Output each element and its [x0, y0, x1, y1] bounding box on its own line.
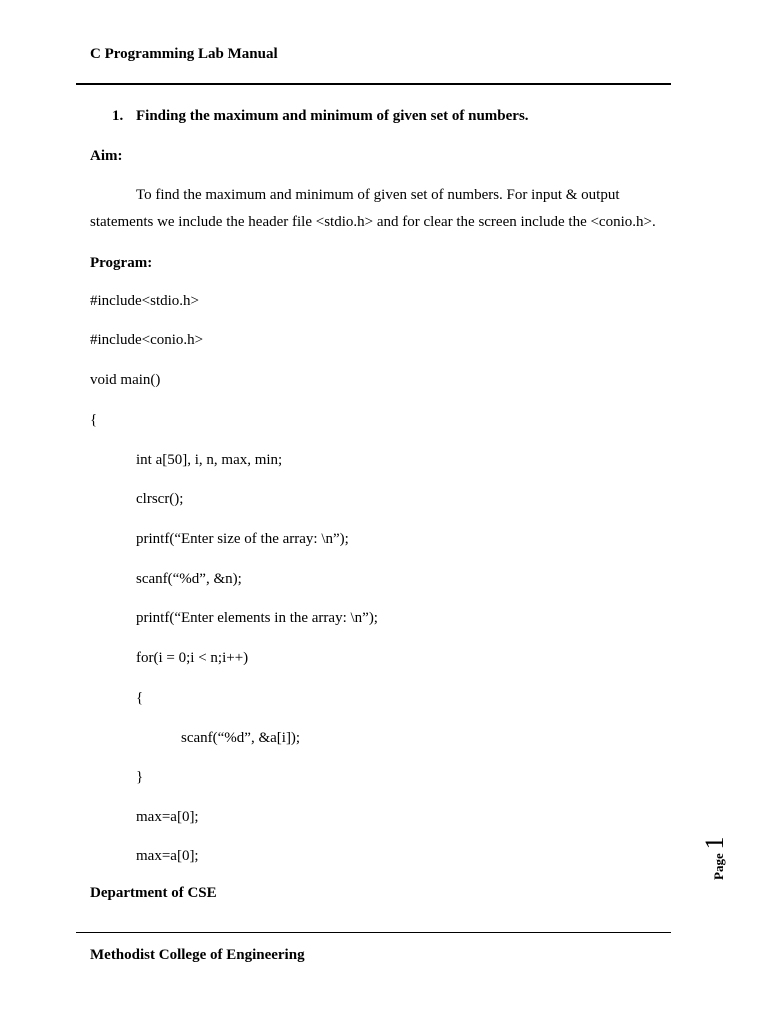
code-line: for(i = 0;i < n;i++): [136, 650, 249, 666]
aim-text-line-1: To find the maximum and minimum of given set of numbers. For input & output: [136, 187, 620, 203]
header-divider: [76, 83, 671, 85]
footer-department: Department of CSE: [90, 885, 217, 901]
code-line: max=a[0];: [136, 809, 199, 825]
code-line: {: [90, 412, 98, 428]
code-line: }: [136, 769, 144, 785]
code-line: printf(“Enter elements in the array: \n”);: [136, 610, 378, 626]
code-line: scanf(“%d”, &a[i]);: [181, 730, 301, 746]
code-line: max=a[0];: [136, 848, 199, 864]
code-line: clrscr();: [136, 491, 184, 507]
page-number: 1: [700, 836, 729, 850]
header-title: C Programming Lab Manual: [90, 46, 278, 62]
aim-text-line-2: statements we include the header file <stdio.h> and for clear the screen include the <conio.h>.: [90, 214, 656, 230]
code-line: scanf(“%d”, &n);: [136, 571, 242, 587]
section-title: Finding the maximum and minimum of given set of numbers.: [136, 108, 529, 124]
page-number-marker: [700, 837, 730, 880]
section-number: 1.: [112, 108, 124, 124]
code-line: int a[50], i, n, max, min;: [136, 452, 283, 468]
footer-divider: [76, 932, 671, 933]
code-line: {: [136, 690, 144, 706]
footer-college: Methodist College of Engineering: [90, 947, 305, 963]
page-word: Page: [711, 853, 726, 880]
program-label: Program:: [90, 255, 153, 271]
code-line: void main(): [90, 372, 161, 388]
code-line: #include<conio.h>: [90, 332, 204, 348]
code-line: #include<stdio.h>: [90, 293, 199, 309]
code-line: printf(“Enter size of the array: \n”);: [136, 531, 349, 547]
aim-label: Aim:: [90, 148, 123, 164]
